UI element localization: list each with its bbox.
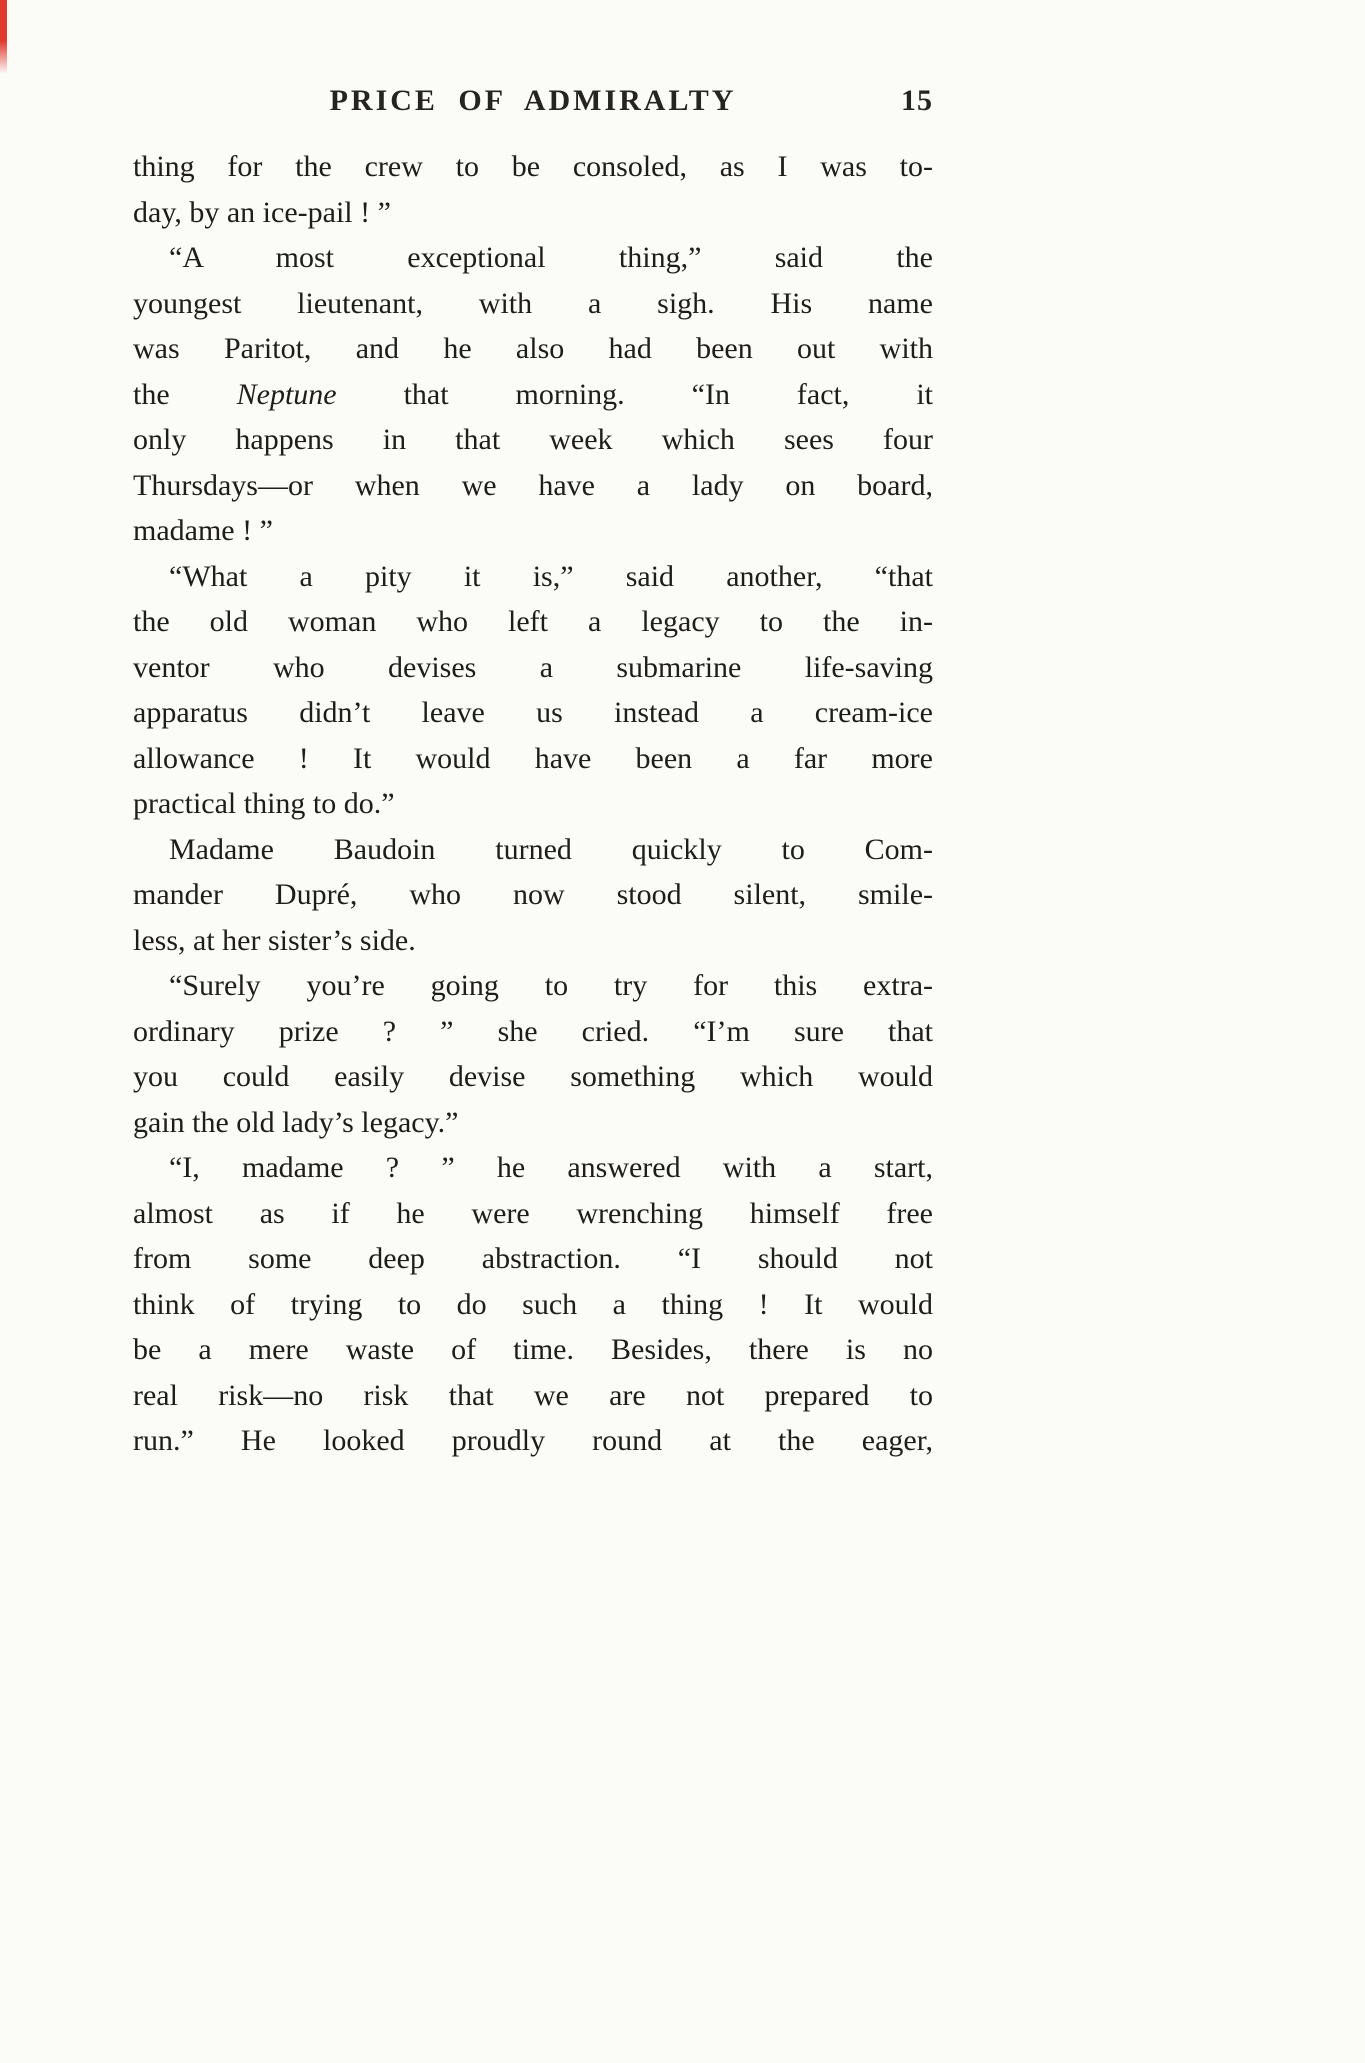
text-line: “What a pity it is,” said another, “that (169, 559, 933, 593)
text-line: real risk—no risk that we are not prepared to (133, 1378, 933, 1412)
body-text (133, 144, 933, 1464)
text-line: from some deep abstraction. “I should not (133, 1242, 933, 1275)
text-line: only happens in that week which sees four (133, 423, 933, 456)
text-line: youngest lieutenant, with a sigh. His name (133, 286, 933, 320)
text-line: thing for the crew to be consoled, as I was to- (133, 150, 933, 183)
text-line: mander Dupré, who now stood silent, smile- (133, 878, 933, 911)
text-line: Madame Baudoin turned quickly to Com- (169, 832, 933, 866)
text-line (133, 372, 933, 418)
text-line: less, at her sister’s side. (133, 923, 416, 957)
plain-text: that morning. “In fact, it (336, 377, 934, 411)
text-line: you could easily devise something which would (133, 1060, 933, 1093)
text-line: “A most exceptional thing,” said the (169, 241, 933, 274)
page-header (133, 84, 933, 128)
text-line: madame ! ” (133, 514, 273, 547)
scan-artifact (0, 0, 7, 74)
text-line: ordinary prize ? ” she cried. “I’m sure that (133, 1014, 933, 1048)
text-line: practical thing to do.” (133, 787, 395, 820)
text-line: Thursdays—or when we have a lady on board, (133, 468, 933, 502)
plain-text: the (133, 377, 237, 411)
text-line: think of trying to do such a thing ! It would (133, 1287, 933, 1321)
text-line: gain the old lady’s legacy.” (133, 1105, 459, 1139)
text-line: almost as if he were wrenching himself free (133, 1196, 933, 1230)
text-line: day, by an ice-pail ! ” (133, 195, 391, 229)
running-title: PRICE OF ADMIRALTY (329, 84, 737, 117)
text-line: “Surely you’re going to try for this extra- (169, 969, 933, 1002)
text-line: allowance ! It would have been a far more (133, 741, 933, 775)
text-line: apparatus didn’t leave us instead a cream-ice (133, 696, 933, 729)
text-line: “I, madame ? ” he answered with a start, (169, 1151, 933, 1184)
page-number: 15 (901, 84, 933, 117)
text-line: the old woman who left a legacy to the in- (133, 605, 933, 638)
text-line: be a mere waste of time. Besides, there is no (133, 1333, 933, 1366)
text-line: run.” He looked proudly round at the eager, (133, 1424, 933, 1457)
text-line: was Paritot, and he also had been out with (133, 332, 933, 365)
italic-text: Neptune (236, 377, 337, 411)
text-line: ventor who devises a submarine life-saving (133, 650, 933, 684)
